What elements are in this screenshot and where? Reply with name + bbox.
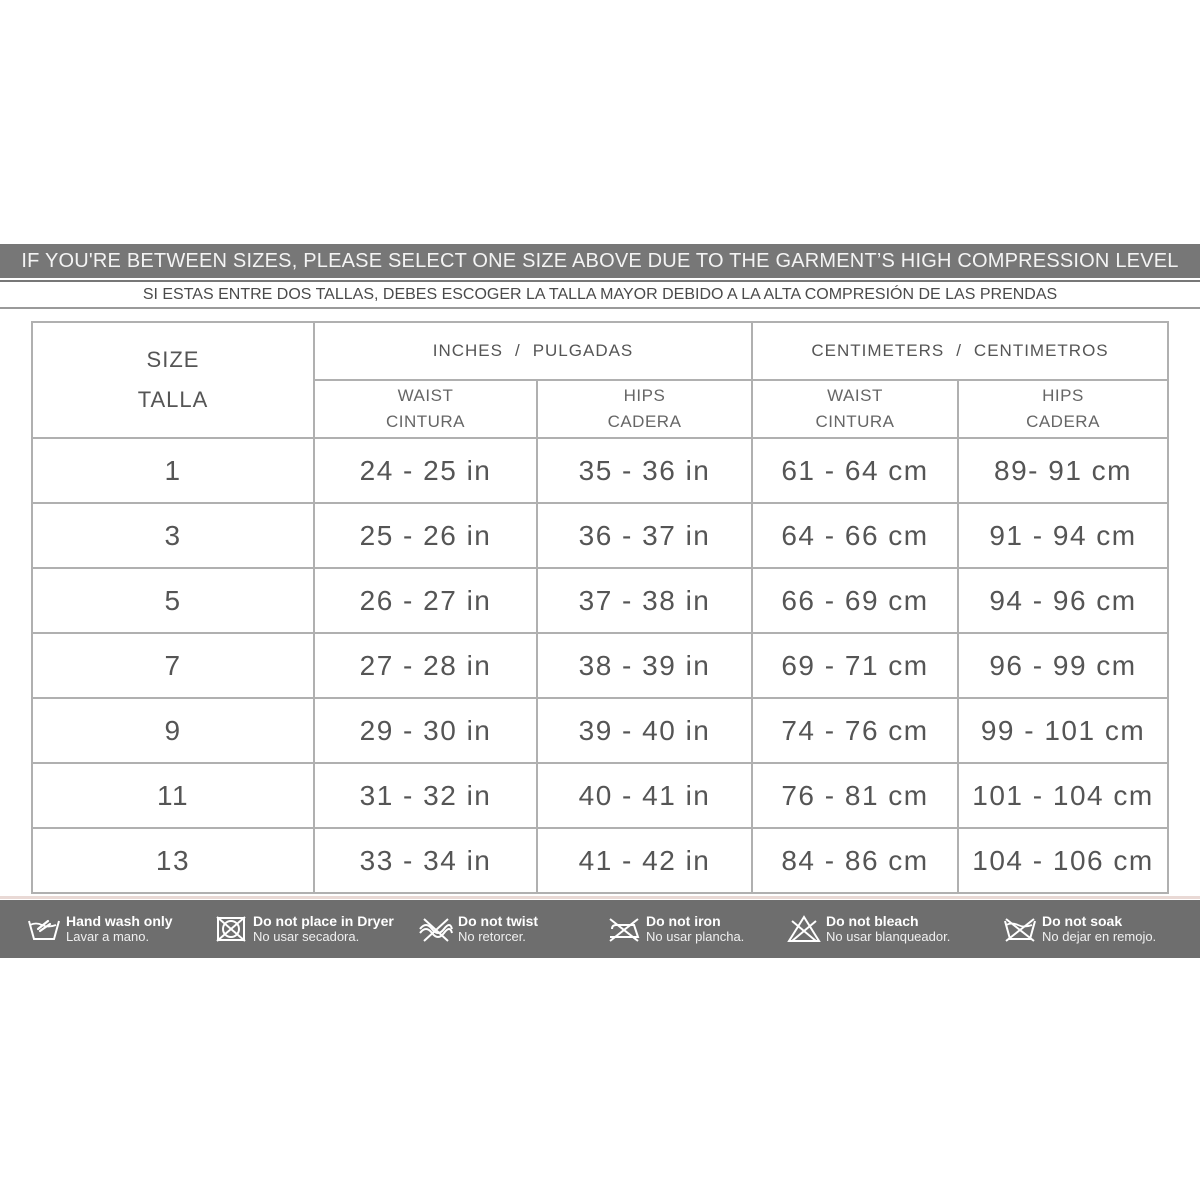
inches-hips-cell: 36 - 37 in	[537, 503, 752, 568]
inches-hips-cell: 40 - 41 in	[537, 763, 752, 828]
inches-waist-cell: 29 - 30 in	[314, 698, 537, 763]
cm-waist-cell: 74 - 76 cm	[752, 698, 958, 763]
table-row	[32, 828, 1168, 893]
size-cell: 1	[32, 438, 314, 503]
care-item-hand-wash	[26, 900, 173, 958]
table-row	[32, 763, 1168, 828]
inches-waist-cell: 26 - 27 in	[314, 568, 537, 633]
pulgadas-label: PULGADAS	[532, 341, 634, 360]
care-label-en: Do not soak	[1042, 913, 1123, 929]
care-label-es: No dejar en remojo.	[1042, 929, 1157, 944]
no-wring-icon	[418, 914, 454, 944]
cm-waist-cell: 76 - 81 cm	[752, 763, 958, 828]
care-label-es: Lavar a mano.	[66, 929, 150, 944]
care-item-no-bleach	[786, 900, 950, 958]
compression-notice-banner: IF YOU'RE BETWEEN SIZES, PLEASE SELECT ONE SIZE ABOVE DUE TO THE GARMENT’S HIGH COMPRESSION LEVEL	[0, 244, 1200, 278]
cm-hips-cell: 89- 91 cm	[958, 438, 1168, 503]
care-item-no-iron	[606, 900, 744, 958]
cadera-label: CADERA	[607, 412, 682, 431]
size-cell: 9	[32, 698, 314, 763]
size-cell: 5	[32, 568, 314, 633]
size-chart-table	[31, 321, 1169, 894]
cm-hips-cell: 101 - 104 cm	[958, 763, 1168, 828]
hips-label: HIPS	[623, 386, 666, 405]
inches-hips-cell: 41 - 42 in	[537, 828, 752, 893]
no-tumble-dry-icon	[213, 914, 249, 944]
cm-waist-cell: 66 - 69 cm	[752, 568, 958, 633]
group-header-row	[32, 322, 1168, 380]
table-row	[32, 633, 1168, 698]
hips-label: HIPS	[1042, 386, 1084, 405]
banner-divider	[0, 280, 1200, 282]
care-bar-accent-line	[0, 896, 1200, 899]
centimetros-label: CENTIMETROS	[973, 341, 1109, 360]
inches-waist-cell: 27 - 28 in	[314, 633, 537, 698]
cintura-label: CINTURA	[385, 412, 466, 431]
inches-waist-cell: 33 - 34 in	[314, 828, 537, 893]
centimeters-separator: /	[956, 341, 962, 360]
inches-hips-cell: 39 - 40 in	[537, 698, 752, 763]
waist-label: WAIST	[827, 386, 883, 405]
subnote-divider	[0, 307, 1200, 309]
no-bleach-icon	[786, 914, 822, 944]
table-row	[32, 568, 1168, 633]
cm-waist-cell: 69 - 71 cm	[752, 633, 958, 698]
cm-waist-cell: 64 - 66 cm	[752, 503, 958, 568]
size-column-header	[32, 322, 314, 438]
cm-waist-header	[752, 380, 958, 438]
inches-hips-header	[537, 380, 752, 438]
inches-hips-cell: 37 - 38 in	[537, 568, 752, 633]
inches-separator: /	[514, 341, 521, 360]
no-iron-icon	[606, 914, 642, 944]
waist-label: WAIST	[397, 386, 454, 405]
table-row	[32, 503, 1168, 568]
inches-waist-cell: 31 - 32 in	[314, 763, 537, 828]
no-soak-icon	[1002, 914, 1038, 944]
centimeters-label: CENTIMETERS	[811, 341, 945, 360]
care-item-no-dryer	[213, 900, 394, 958]
cm-hips-cell: 104 - 106 cm	[958, 828, 1168, 893]
inches-label: INCHES	[432, 341, 503, 360]
cintura-label: CINTURA	[815, 412, 895, 431]
inches-waist-cell: 25 - 26 in	[314, 503, 537, 568]
inches-hips-cell: 38 - 39 in	[537, 633, 752, 698]
cm-waist-cell: 84 - 86 cm	[752, 828, 958, 893]
care-item-no-soak	[1002, 900, 1156, 958]
size-label: SIZE	[146, 347, 200, 372]
cm-hips-cell: 94 - 96 cm	[958, 568, 1168, 633]
inches-waist-cell: 24 - 25 in	[314, 438, 537, 503]
care-label-es: No usar plancha.	[646, 929, 745, 944]
table-row	[32, 698, 1168, 763]
cm-hips-cell: 96 - 99 cm	[958, 633, 1168, 698]
care-label-es: No usar blanqueador.	[826, 929, 951, 944]
care-label-en: Do not iron	[646, 913, 721, 929]
care-label-es: No usar secadora.	[253, 929, 360, 944]
cm-waist-cell: 61 - 64 cm	[752, 438, 958, 503]
cm-hips-cell: 99 - 101 cm	[958, 698, 1168, 763]
size-cell: 13	[32, 828, 314, 893]
size-cell: 7	[32, 633, 314, 698]
size-cell: 11	[32, 763, 314, 828]
cadera-label: CADERA	[1026, 412, 1100, 431]
inches-group-header	[314, 322, 752, 380]
care-label-en: Do not twist	[458, 913, 539, 929]
hand-wash-icon	[26, 914, 62, 944]
inches-hips-cell: 35 - 36 in	[537, 438, 752, 503]
cm-hips-cell: 91 - 94 cm	[958, 503, 1168, 568]
compression-notice-spanish: SI ESTAS ENTRE DOS TALLAS, DEBES ESCOGER LA TALLA MAYOR DEBIDO A LA ALTA COMPRESIÓN DE LAS PRENDAS	[142, 286, 1058, 303]
inches-waist-header	[314, 380, 537, 438]
talla-label: TALLA	[137, 387, 209, 412]
table-row	[32, 438, 1168, 503]
care-label-es: No retorcer.	[458, 929, 526, 944]
care-item-no-twist	[418, 900, 538, 958]
centimeters-group-header	[752, 322, 1168, 380]
care-label-en: Do not bleach	[826, 913, 919, 929]
size-cell: 3	[32, 503, 314, 568]
care-label-en: Do not place in Dryer	[253, 913, 394, 929]
cm-hips-header	[958, 380, 1168, 438]
care-label-en: Hand wash only	[66, 913, 173, 929]
care-instructions-bar	[0, 900, 1200, 958]
